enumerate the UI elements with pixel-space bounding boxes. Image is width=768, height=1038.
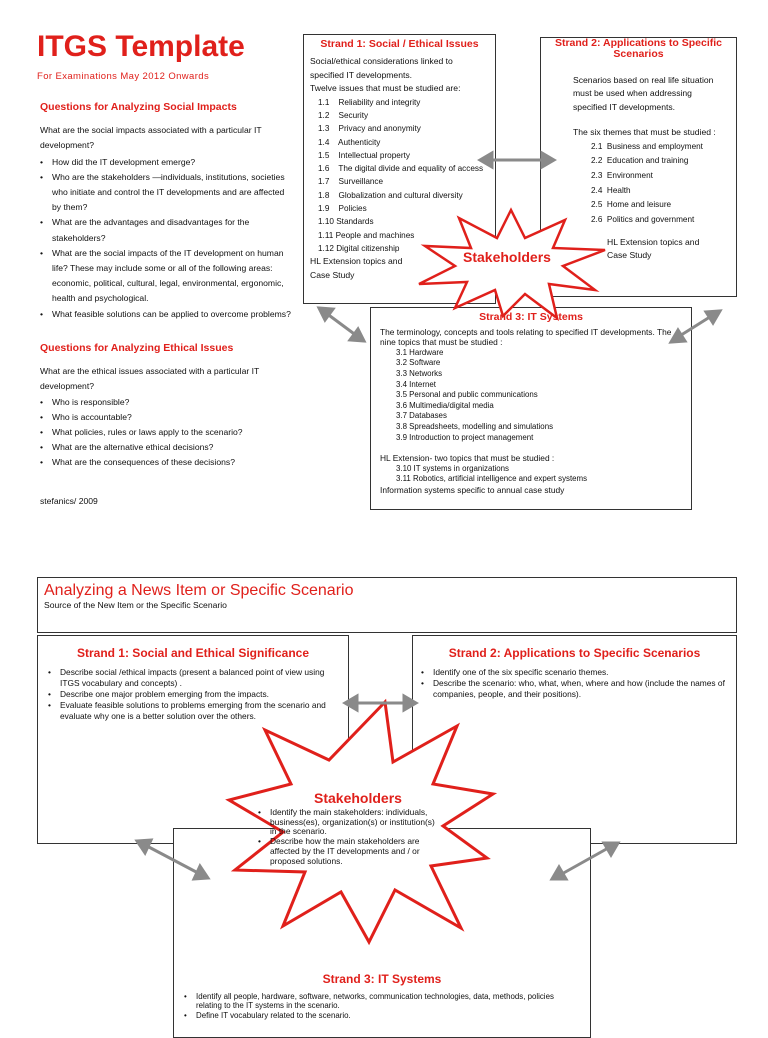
strand1-intro: Social/ethical considerations linked to specified IT developments. xyxy=(310,56,453,80)
list-item: 1.4 Authenticity xyxy=(318,137,381,147)
list-item: 3.5 Personal and public communications xyxy=(396,390,538,400)
list-item: 1.8 Globalization and cultural diversity xyxy=(318,190,463,200)
list-item: 1.11 People and machines xyxy=(318,230,415,240)
list-item: 3.10 IT systems in organizations xyxy=(396,463,510,473)
bottom-subtitle: Source of the New Item or the Specific Scenario xyxy=(44,600,227,610)
list-item: • Identify one of the six specific scenario themes. xyxy=(421,667,728,678)
list-item: • Identify the main stakeholders: individuals, business(es), organization(s) or institution(s) in the scenario. xyxy=(258,808,438,837)
list-item: 2.1 Business and employment xyxy=(591,141,703,151)
list-item: 3.6 Multimedia/digital media xyxy=(396,400,494,410)
list-item: 3.9 Introduction to project management xyxy=(396,432,534,442)
strand2-sub: The six themes that must be studied : xyxy=(573,127,716,138)
list-item: 2.2 Education and training xyxy=(591,156,689,166)
strand3-footer: Information systems specific to annual case study xyxy=(380,484,565,495)
strand3-hl: HL Extension- two topics that must be studied : xyxy=(380,453,555,464)
list-item: 1.12 Digital citizenship xyxy=(318,243,400,253)
social-heading: Questions for Analyzing Social Impacts xyxy=(40,101,237,113)
list-item: 3.3 Networks xyxy=(396,368,443,378)
list-item: 1.9 Policies xyxy=(318,204,367,213)
bottom-strand3-title: Strand 3: IT Systems xyxy=(322,972,442,986)
strand2-title: Strand 2: Applications to Specific Scenarios xyxy=(554,37,723,60)
list-item: 2.5 Home and leisure xyxy=(591,200,672,210)
strand1-title: Strand 1: Social / Ethical Issues xyxy=(320,38,479,50)
strand1-sub: Twelve issues that must be studied are: xyxy=(310,83,461,94)
page-title: ITGS Template xyxy=(37,30,245,63)
list-item: • Describe how the main stakeholders are affected by the IT developments and / or proposed solutions. xyxy=(258,837,438,866)
list-item: 1.2 Security xyxy=(318,110,369,120)
strand2-hl: HL Extension topics and Case Study xyxy=(607,236,700,261)
bottom-stakeholders-title: Stakeholders xyxy=(314,790,402,806)
social-intro: What are the social impacts associated with a particular IT development? xyxy=(40,125,262,151)
list-item: • Describe the scenario: who, what, when, where and how (include the names of companies, people, and their positions). xyxy=(421,678,728,700)
list-item: 3.8 Spreadsheets, modelling and simulations xyxy=(396,421,554,431)
list-item: 2.4 Health xyxy=(591,185,631,195)
strand1-hl: HL Extension topics and Case Study xyxy=(310,256,403,280)
list-item: 3.4 Internet xyxy=(396,379,436,389)
list-item: 3.1 Hardware xyxy=(396,347,444,357)
list-item: • What are the consequences of these decisions? xyxy=(40,455,292,470)
bottom-title: Analyzing a News Item or Specific Scenario xyxy=(44,582,354,599)
list-item: • How did the IT development emerge? xyxy=(40,155,292,170)
list-item: 3.7 Databases xyxy=(396,411,447,421)
list-item: • What are the alternative ethical decisions? xyxy=(40,440,292,455)
list-item: • What are the advantages and disadvantages for the stakeholders? xyxy=(40,215,292,245)
list-item: 2.3 Environment xyxy=(591,171,653,181)
list-item: • What policies, rules or laws apply to the scenario? xyxy=(40,425,292,440)
ethical-intro: What are the ethical issues associated with a particular IT development? xyxy=(40,366,260,392)
list-item: • Evaluate feasible solutions to problems emerging from the scenario and evaluate why one is a better solution over the others. xyxy=(48,700,338,722)
stakeholders-label-small: Stakeholders xyxy=(463,249,551,265)
ethical-heading: Questions for Analyzing Ethical Issues xyxy=(40,342,234,354)
strand2-intro: Scenarios based on real life situation must be used when addressing specified IT developments. xyxy=(573,75,714,112)
list-item: • Who are the stakeholders —individuals, institutions, societies who initiate and control the IT developments and are affected by them? xyxy=(40,170,292,216)
list-item: • Describe social /ethical impacts (present a balanced point of view using ITGS vocabulary and concepts) . xyxy=(48,667,338,689)
strand3-title: Strand 3: IT Systems xyxy=(479,311,583,323)
list-item: • Identify all people, hardware, software, networks, communication technologies, data, methods, policies relating to the IT systems in the scenario. xyxy=(184,992,580,1011)
list-item: 1.10 Standards xyxy=(318,217,374,227)
list-item: 3.2 Software xyxy=(396,358,441,368)
bottom-strand1-title: Strand 1: Social and Ethical Significance xyxy=(76,646,310,660)
list-item: • What feasible solutions can be applied to overcome problems? xyxy=(40,307,292,322)
list-item: 1.5 Intellectual property xyxy=(318,150,410,160)
list-item: 2.6 Politics and government xyxy=(591,215,695,225)
list-item: 1.7 Surveillance xyxy=(318,177,384,187)
strand3-intro: The terminology, concepts and tools relating to specified IT developments. The nine topics that must be studied : xyxy=(380,326,672,348)
list-item: 1.1 Reliability and integrity xyxy=(318,97,421,107)
list-item: 1.3 Privacy and anonymity xyxy=(318,124,421,134)
page-subtitle: For Examinations May 2012 Onwards xyxy=(37,71,210,82)
list-item: • Describe one major problem emerging from the impacts. xyxy=(48,689,338,700)
list-item: 1.6 The digital divide and equality of access xyxy=(318,164,484,174)
list-item: • Define IT vocabulary related to the scenario. xyxy=(184,1011,580,1021)
list-item: 3.11 Robotics, artificial intelligence and expert systems xyxy=(396,474,588,484)
list-item: • Who is responsible? xyxy=(40,395,292,410)
bottom-strand2-title: Strand 2: Applications to Specific Scenarios xyxy=(448,646,701,660)
author-credit: stefanics/ 2009 xyxy=(40,496,98,506)
list-item: • What are the social impacts of the IT development on human life? These may include some or all of the following areas: economic, political, cultural, legal, environmental, ergonomic, health and psychological. xyxy=(40,246,292,307)
list-item: • Who is accountable? xyxy=(40,410,292,425)
